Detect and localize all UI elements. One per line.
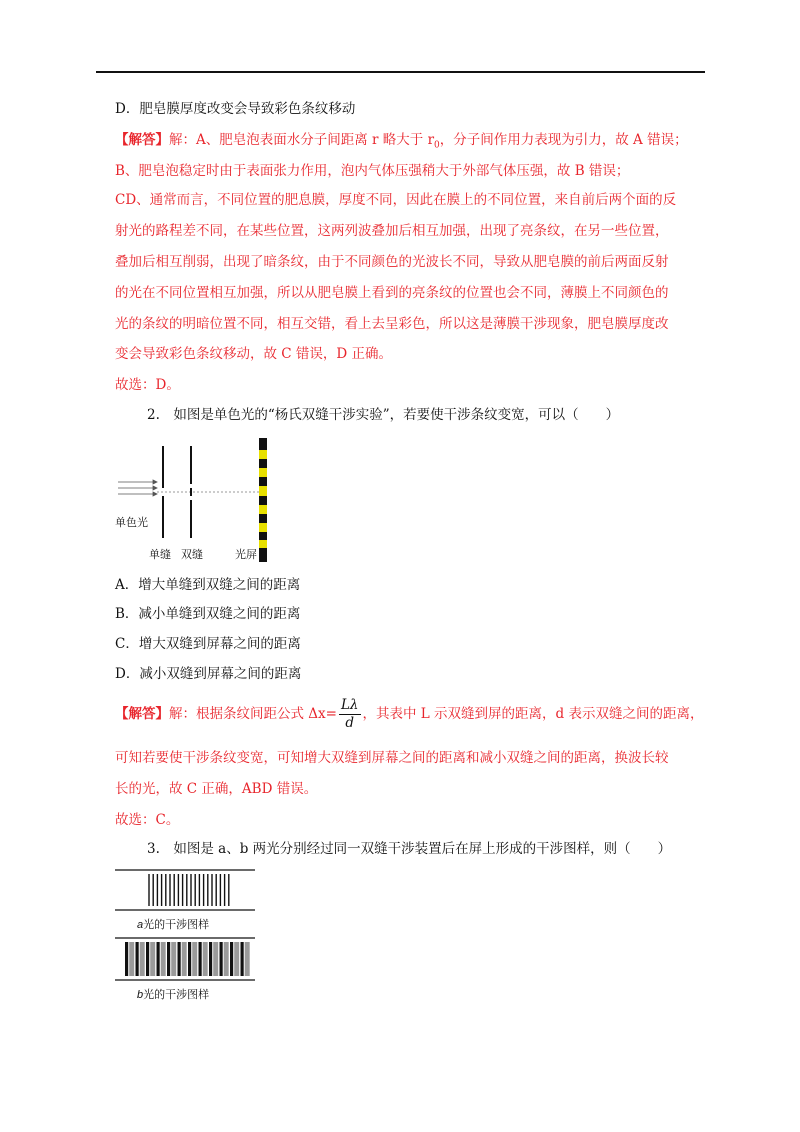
fringe-b-gray [234,942,239,976]
q3-stem: 3. 如图是 a、b 两光分别经过同一双缝干涉装置后在屏上形成的干涉图样，则（ ） [147,841,672,857]
label-screen: 光屏 [235,549,257,561]
fringe-b-dark [209,942,212,976]
formula-numerator: Lλ [340,697,359,713]
formula-denominator: d [345,715,355,731]
q3-interference-patterns [115,866,257,1004]
fringe-b-dark [220,942,223,976]
q1-answer-line-6: 的光在不同位置相互加强，所以从肥皂膜上看到的亮条纹的位置也会不同，薄膜上不同颜色的 [115,285,669,301]
q2-answer-line-3: 长的光，故 C 正确，ABD 错误。 [115,781,318,797]
fringe-b-gray [150,942,155,976]
fringe-b-gray [245,942,250,976]
fringe-b-dark [146,942,149,976]
q2-answer-tag: 【解答】 [115,706,169,722]
q2-choice: 故选：C。 [115,812,180,828]
caption-a: a光的干涉图样 [137,919,210,931]
fringe-b-gray [171,942,176,976]
label-single-slit: 单缝 [149,549,171,561]
q2-answer-post: ，其表中 L 示双缝到屏的距离，d 表示双缝之间的距离， [362,706,704,722]
fringe-b-dark [188,942,191,976]
q2-option-b: B．减小单缝到双缝之间的距离 [115,606,301,622]
q1-r-sub: 0 [434,140,440,151]
q1-answer-text: 解：A、肥皂泡表面水分子间距离 r 略大于 r [169,132,435,148]
fringe-b-dark [230,942,233,976]
formula-fraction [339,697,361,732]
q2-option-c: C．增大双缝到屏幕之间的距离 [115,636,301,652]
page-top-rule [96,71,705,73]
label-double-slit: 双缝 [181,549,203,561]
q2-answer-line-2: 可知若要使干涉条纹变宽，可知增大双缝到屏幕之间的距离和减小双缝之间的距离，换波长较 [115,750,669,766]
light-rays [118,480,157,496]
fringe-b-dark [167,942,170,976]
fringe-b-gray [224,942,229,976]
q1-answer-line-3: CD、通常而言，不同位置的肥息膜，厚度不同，因此在膜上的不同位置，来自前后两个面的反 [115,192,677,208]
fringe-b-gray [203,942,208,976]
fringe-b-gray [140,942,145,976]
label-monochromatic-light: 单色光 [115,517,148,529]
fringe-b-dark [136,942,139,976]
q1-option-d: D．肥皂膜厚度改变会导致彩色条纹移动 [115,101,356,117]
q2-option-d: D．减小双缝到屏幕之间的距离 [115,666,302,682]
fringe-b-gray [192,942,197,976]
q1-answer-tail: ，分子间作用力表现为引力，故 A 错误； [439,132,688,148]
fringe-b-dark [241,942,244,976]
fringe-b-dark [178,942,181,976]
pattern-b [115,938,255,1001]
q1-answer-line-8: 变会导致彩色条纹移动，故 C 错误，D 正确。 [115,346,393,362]
fringe-b-gray [129,942,134,976]
fringe-b-dark [199,942,202,976]
q1-answer-line-5: 叠加后相互削弱，出现了暗条纹，由于不同颜色的光波长不同，导致从肥皂膜的前后两面反射 [115,254,669,270]
fringe-b-gray [182,942,187,976]
q1-choice: 故选：D。 [115,377,180,393]
q2-double-slit-figure [113,436,275,566]
q1-answer-line-4: 射光的路程差不同，在某些位置，这两列波叠加后相互加强，出现了亮条纹，在另一些位置， [115,223,669,239]
q1-answer-line-2: B、肥皂泡稳定时由于表面张力作用，泡内气体压强稍大于外部气体压强，故 B 错误； [115,163,630,179]
q2-answer-pre: 解：根据条纹间距公式 Δx= [169,706,337,722]
q2-option-a: A．增大单缝到双缝之间的距离 [115,577,301,593]
q2-answer-line-1 [115,694,703,734]
q2-stem: 2. 如图是单色光的“杨氏双缝干涉实验”，若要使干涉条纹变宽，可以（ ） [147,407,620,423]
caption-b: b光的干涉图样 [137,989,210,1001]
q1-answer-line-7: 光的条纹的明暗位置不同，相互交错，看上去呈彩色，所以这是薄膜干涉现象，肥皂膜厚度改 [115,316,669,332]
fringe-b-dark [125,942,128,976]
q1-answer-tag: 【解答】 [115,132,169,148]
fringe-b-dark [157,942,160,976]
fringe-b-gray [161,942,166,976]
pattern-a [115,870,255,931]
q1-answer-line-1 [115,131,688,155]
fringe-b-gray [213,942,218,976]
